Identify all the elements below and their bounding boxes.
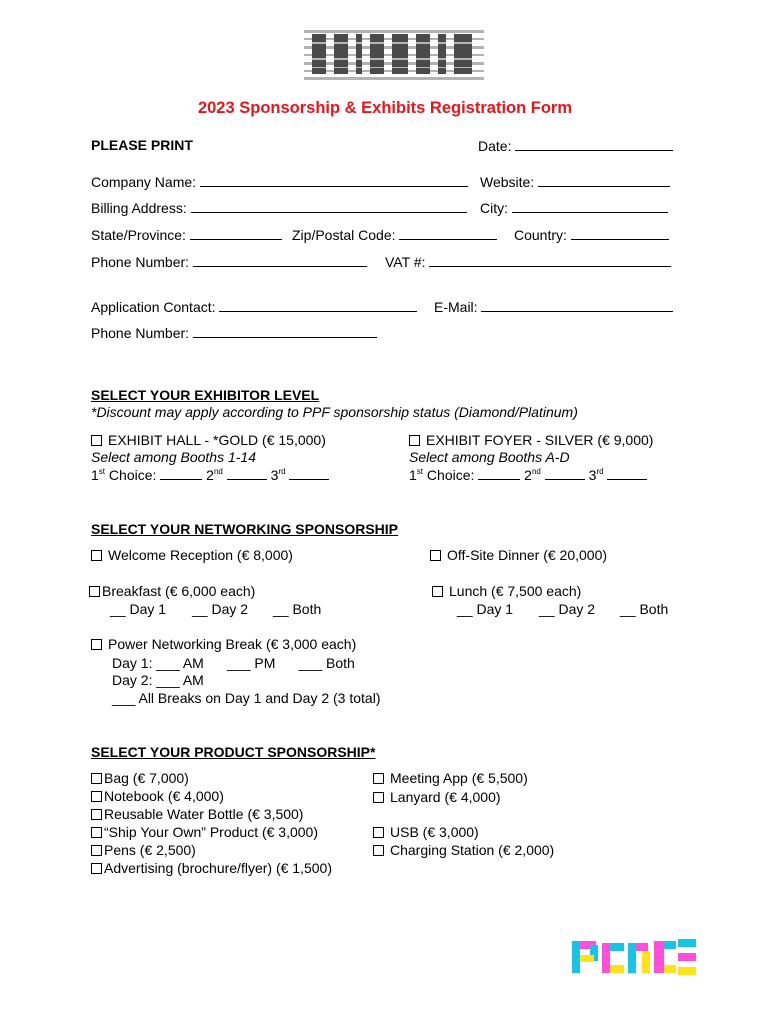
email-field[interactable]	[434, 298, 673, 315]
gold-booths-note: Select among Booths 1-14	[91, 449, 256, 465]
product-checkbox[interactable]	[91, 809, 102, 820]
date-field[interactable]	[478, 137, 673, 154]
product-left-item[interactable]	[91, 770, 189, 786]
exhibitor-heading: SELECT YOUR EXHIBITOR LEVEL	[91, 387, 320, 403]
product-left-item[interactable]	[91, 806, 303, 822]
gold-choice-2-line[interactable]	[227, 466, 267, 480]
phone-number-line[interactable]	[193, 253, 367, 267]
breakfast-day-2[interactable]: __ Day 2	[192, 601, 249, 617]
lunch-both[interactable]: __ Both	[620, 601, 669, 617]
power-networking-break-option[interactable]	[91, 636, 356, 652]
lunch-label: Lunch (€ 7,500 each)	[449, 583, 582, 599]
country-label: Country:	[514, 227, 567, 243]
company-name-field[interactable]	[91, 173, 468, 190]
product-right-item[interactable]	[373, 789, 501, 805]
silver-choice-3-line[interactable]	[607, 466, 647, 480]
product-left-item[interactable]	[91, 824, 318, 840]
silver-booths-note: Select among Booths A-D	[409, 449, 570, 465]
exhibit-foyer-silver-checkbox[interactable]	[409, 435, 420, 446]
choice-2-sup: nd	[531, 467, 541, 476]
state-province-line[interactable]	[190, 226, 282, 240]
notebook-label: Notebook (€ 4,000)	[104, 788, 224, 804]
city-field[interactable]	[480, 199, 668, 216]
breakfast-day-1[interactable]: __ Day 1	[110, 601, 167, 617]
offsite-dinner-option[interactable]	[430, 547, 607, 563]
ppf-logo	[570, 935, 700, 980]
power-break-day-1-options[interactable]: Day 1: ___ AM ___ PM ___ Both	[112, 655, 355, 671]
breakfast-label: Breakfast (€ 6,000 each)	[102, 583, 256, 599]
form-title: 2023 Sponsorship & Exhibits Registration Form	[197, 99, 573, 117]
welcome-reception-label: Welcome Reception (€ 8,000)	[108, 547, 293, 563]
choice-1-sup: st	[416, 467, 424, 476]
choice-1-number: 1	[409, 467, 417, 483]
power-break-all-breaks[interactable]: ___ All Breaks on Day 1 and Day 2 (3 total)	[112, 690, 381, 706]
product-heading: SELECT YOUR PRODUCT SPONSORSHIP*	[91, 744, 376, 760]
welcome-reception-option[interactable]	[91, 547, 293, 563]
state-province-field[interactable]	[91, 226, 282, 243]
zip-postal-field[interactable]	[292, 226, 497, 243]
exhibit-hall-gold-checkbox[interactable]	[91, 435, 102, 446]
breakfast-checkbox[interactable]	[89, 586, 100, 597]
country-line[interactable]	[571, 226, 669, 240]
application-contact-label: Application Contact:	[91, 299, 216, 315]
vat-label: VAT #:	[385, 254, 426, 270]
choice-label: Choice:	[108, 467, 157, 483]
lunch-checkbox[interactable]	[432, 586, 443, 597]
email-line[interactable]	[481, 298, 673, 312]
choice-3-number: 3	[270, 467, 279, 483]
welcome-reception-checkbox[interactable]	[91, 550, 102, 561]
city-label: City:	[480, 200, 508, 216]
lanyard-label: Lanyard (€ 4,000)	[390, 789, 501, 805]
product-right-item[interactable]	[373, 842, 554, 858]
date-line[interactable]	[515, 137, 673, 151]
offsite-dinner-checkbox[interactable]	[430, 550, 441, 561]
pens-label: Pens (€ 2,500)	[104, 842, 196, 858]
website-line[interactable]	[538, 173, 670, 187]
event-logo	[300, 24, 488, 84]
zip-postal-line[interactable]	[399, 226, 497, 240]
product-checkbox[interactable]	[373, 845, 384, 856]
exhibitor-discount-note: *Discount may apply according to PPF sponsorship status (Diamond/Platinum)	[91, 404, 578, 420]
zip-postal-label: Zip/Postal Code:	[292, 227, 396, 243]
vat-line[interactable]	[429, 253, 671, 267]
ship-your-own-label: “Ship Your Own” Product (€ 3,000)	[104, 824, 319, 840]
product-checkbox[interactable]	[373, 792, 384, 803]
choice-2-number: 2	[524, 467, 532, 483]
city-line[interactable]	[512, 199, 668, 213]
exhibit-foyer-silver-label: EXHIBIT FOYER - SILVER (€ 9,000)	[426, 432, 654, 448]
exhibit-hall-gold-label: EXHIBIT HALL - *GOLD (€ 15,000)	[108, 432, 326, 448]
power-break-day-2-options[interactable]: Day 2: ___ AM	[112, 672, 204, 688]
power-networking-break-label: Power Networking Break (€ 3,000 each)	[108, 636, 357, 652]
email-label: E-Mail:	[434, 299, 478, 315]
power-networking-break-checkbox[interactable]	[91, 639, 102, 650]
silver-choice-2-line[interactable]	[545, 466, 585, 480]
company-name-line[interactable]	[200, 173, 468, 187]
contact-phone-field[interactable]	[91, 324, 377, 341]
meeting-app-label: Meeting App (€ 5,500)	[390, 770, 528, 786]
lunch-day-1[interactable]: __ Day 1	[457, 601, 514, 617]
application-contact-line[interactable]	[219, 298, 417, 312]
product-right-item[interactable]	[373, 824, 479, 840]
networking-heading: SELECT YOUR NETWORKING SPONSORSHIP	[91, 521, 398, 537]
country-field[interactable]	[514, 226, 669, 243]
offsite-dinner-label: Off-Site Dinner (€ 20,000)	[447, 547, 608, 563]
usb-label: USB (€ 3,000)	[390, 824, 479, 840]
date-label: Date:	[478, 138, 512, 154]
choice-2-sup: nd	[213, 467, 223, 476]
contact-phone-label: Phone Number:	[91, 325, 190, 341]
choice-1-number: 1	[91, 467, 99, 483]
choice-label: Choice:	[426, 467, 475, 483]
choice-3-sup: rd	[278, 467, 286, 476]
choice-3-sup: rd	[596, 467, 604, 476]
choice-3-number: 3	[588, 467, 597, 483]
charging-station-label: Charging Station (€ 2,000)	[390, 842, 555, 858]
silver-booth-choices[interactable]	[409, 466, 647, 483]
choice-2-number: 2	[206, 467, 214, 483]
please-print-label: PLEASE PRINT	[91, 137, 193, 153]
billing-address-label: Billing Address:	[91, 200, 187, 216]
exhibit-hall-gold-option[interactable]	[91, 432, 326, 448]
billing-address-field[interactable]	[91, 199, 467, 216]
phone-number-label: Phone Number:	[91, 254, 190, 270]
phone-number-field[interactable]	[91, 253, 367, 270]
website-field[interactable]	[480, 173, 670, 190]
product-checkbox[interactable]	[91, 845, 102, 856]
bag-label: Bag (€ 7,000)	[104, 770, 189, 786]
vat-field[interactable]	[385, 253, 671, 270]
gold-booth-choices[interactable]	[91, 466, 329, 483]
water-bottle-label: Reusable Water Bottle (€ 3,500)	[104, 806, 304, 822]
product-checkbox[interactable]	[91, 827, 102, 838]
product-left-item[interactable]	[91, 860, 332, 876]
billing-address-line[interactable]	[191, 199, 467, 213]
advertising-label: Advertising (brochure/flyer) (€ 1,500)	[104, 860, 332, 876]
breakfast-both[interactable]: __ Both	[273, 601, 322, 617]
contact-phone-line[interactable]	[193, 324, 377, 338]
product-left-item[interactable]	[91, 842, 196, 858]
product-checkbox[interactable]	[373, 827, 384, 838]
lunch-day-2[interactable]: __ Day 2	[539, 601, 596, 617]
product-checkbox[interactable]	[373, 773, 384, 784]
silver-choice-1-line[interactable]	[478, 466, 520, 480]
application-contact-field[interactable]	[91, 298, 417, 315]
breakfast-option[interactable]	[89, 583, 255, 599]
gold-choice-3-line[interactable]	[289, 466, 329, 480]
product-left-item[interactable]	[91, 788, 224, 804]
product-checkbox[interactable]	[91, 791, 102, 802]
product-right-item[interactable]	[373, 770, 528, 786]
lunch-option[interactable]	[432, 583, 581, 599]
state-province-label: State/Province:	[91, 227, 186, 243]
product-checkbox[interactable]	[91, 773, 102, 784]
choice-1-sup: st	[98, 467, 106, 476]
exhibit-foyer-silver-option[interactable]	[409, 432, 653, 448]
company-name-label: Company Name:	[91, 174, 197, 190]
product-checkbox[interactable]	[91, 863, 102, 874]
gold-choice-1-line[interactable]	[160, 466, 202, 480]
website-label: Website:	[480, 174, 535, 190]
